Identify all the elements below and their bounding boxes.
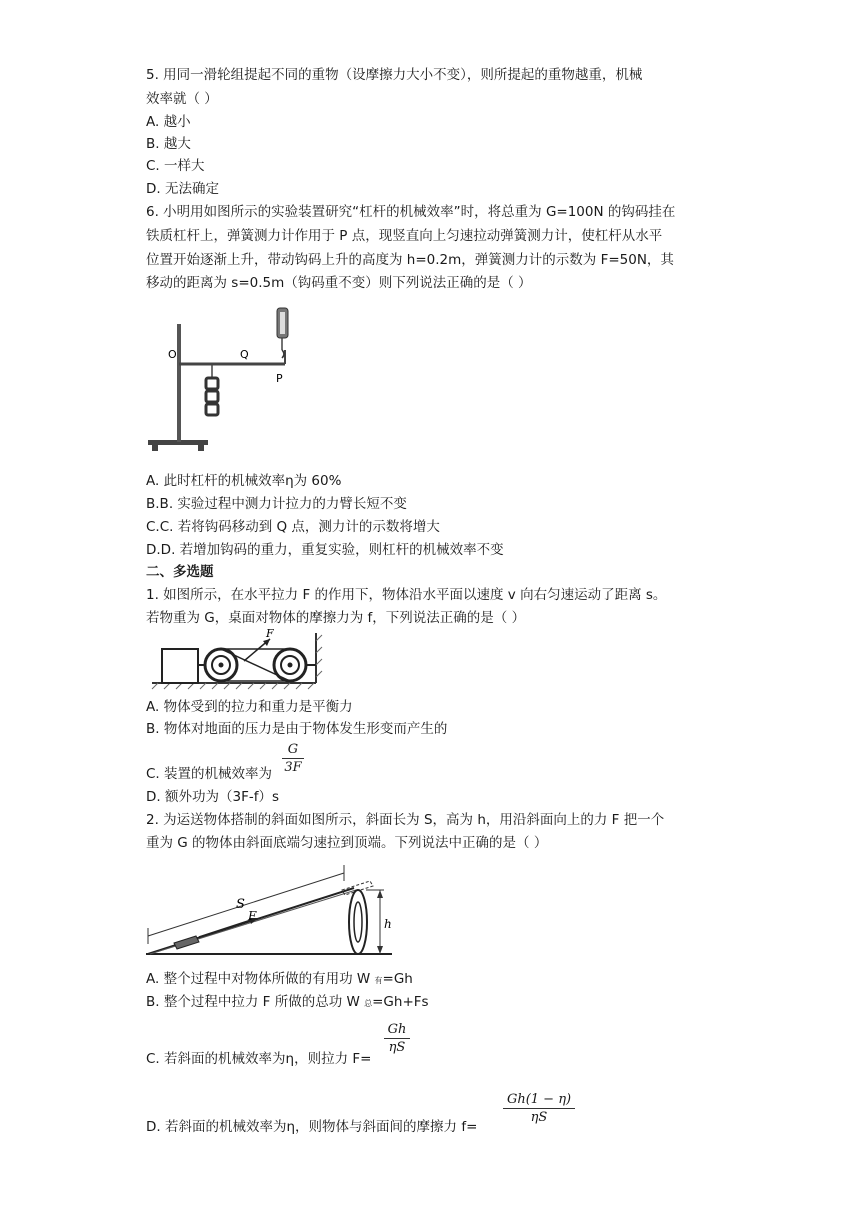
incline-label-f: F bbox=[248, 909, 257, 923]
q6-option-c: C.C. 若将钩码移动到 Q 点，测力计的示数将增大 bbox=[146, 519, 440, 535]
lever-label-o: O bbox=[168, 348, 177, 361]
fraction-numerator: G bbox=[287, 742, 299, 757]
fraction-denominator: ηS bbox=[388, 1040, 406, 1055]
fraction-denominator: 3F bbox=[284, 760, 302, 775]
m1-stem-line-1: 1. 如图所示，在水平拉力 F 的作用下，物体沿水平面以速度 v 向右匀速运动了距离 s。 bbox=[146, 587, 667, 603]
m2-option-a: A. 整个过程中对物体所做的有用功 W 有=Gh bbox=[146, 971, 413, 987]
q6-stem-line-1: 6. 小明用如图所示的实验装置研究“杠杆的机械效率”时，将总重为 G=100N 的钩码挂在 bbox=[146, 204, 676, 220]
q6-stem-line-2: 铁质杠杆上，弹簧测力计作用于 P 点，现竖直向上匀速拉动弹簧测力计，使杠杆从水平 bbox=[146, 228, 663, 244]
q5-option-d: D. 无法确定 bbox=[146, 181, 219, 197]
q5-stem-line-1: 5. 用同一滑轮组提起不同的重物（设摩擦力大小不变），则所提起的重物越重，机械 bbox=[146, 67, 643, 83]
q6-option-d: D.D. 若增加钩码的重力，重复实验，则杠杆的机械效率不变 bbox=[146, 542, 504, 558]
m2-option-b: B. 整个过程中拉力 F 所做的总功 W 总=Gh+Fs bbox=[146, 994, 429, 1010]
incline-label-s: S bbox=[236, 897, 245, 912]
q5-option-a: A. 越小 bbox=[146, 114, 191, 130]
fraction-numerator: Gh(1 − η) bbox=[506, 1092, 572, 1107]
fraction-denominator: ηS bbox=[530, 1110, 548, 1125]
q6-option-a: A. 此时杠杆的机械效率η为 60% bbox=[146, 473, 342, 489]
m2-stem-line-2: 重为 G 的物体由斜面底端匀速拉到顶端。下列说法中正确的是（ ） bbox=[146, 835, 548, 851]
m1-option-c-fraction bbox=[282, 742, 304, 775]
m1-stem-line-2: 若物重为 G，桌面对物体的摩擦力为 f，下列说法正确的是（ ） bbox=[146, 610, 526, 626]
section-title: 二、多选题 bbox=[146, 564, 214, 580]
m1-option-b: B. 物体对地面的压力是由于物体发生形变而产生的 bbox=[146, 721, 448, 737]
m2-stem-line-1: 2. 为运送物体搭制的斜面如图所示，斜面长为 S，高为 h，用沿斜面向上的力 F 把一个 bbox=[146, 812, 665, 828]
pulley-system-figure bbox=[148, 627, 323, 691]
inclined-plane-figure bbox=[144, 860, 394, 960]
q5-stem-line-2: 效率就（ ） bbox=[146, 91, 218, 107]
q5-option-c: C. 一样大 bbox=[146, 158, 205, 174]
lever-label-q: Q bbox=[240, 348, 249, 361]
m2-option-d-fraction bbox=[503, 1092, 575, 1125]
m1-option-d: D. 额外功为（3F-f）s bbox=[146, 789, 279, 805]
q5-option-b: B. 越大 bbox=[146, 136, 191, 152]
incline-label-h: h bbox=[384, 917, 392, 931]
m1-option-c: C. 装置的机械效率为 bbox=[146, 766, 273, 782]
lever-label-p: P bbox=[276, 372, 283, 385]
m2-option-d: D. 若斜面的机械效率为η，则物体与斜面间的摩擦力 f= bbox=[146, 1119, 478, 1135]
q6-stem-line-3: 位置开始逐渐上升，带动钩码上升的高度为 h=0.2m，弹簧测力计的示数为 F=50N，其 bbox=[146, 252, 674, 268]
m2-option-c: C. 若斜面的机械效率为η，则拉力 F= bbox=[146, 1051, 372, 1067]
lever-apparatus-figure bbox=[140, 300, 310, 460]
q6-option-b: B.B. 实验过程中测力计拉力的力臂长短不变 bbox=[146, 496, 407, 512]
fraction-numerator: Gh bbox=[387, 1022, 407, 1037]
m1-option-a: A. 物体受到的拉力和重力是平衡力 bbox=[146, 699, 353, 715]
pulley-label-f: F bbox=[266, 627, 274, 640]
m2-option-c-fraction bbox=[384, 1022, 410, 1055]
q6-stem-line-4: 移动的距离为 s=0.5m（钩码重不变）则下列说法正确的是（ ） bbox=[146, 275, 532, 291]
